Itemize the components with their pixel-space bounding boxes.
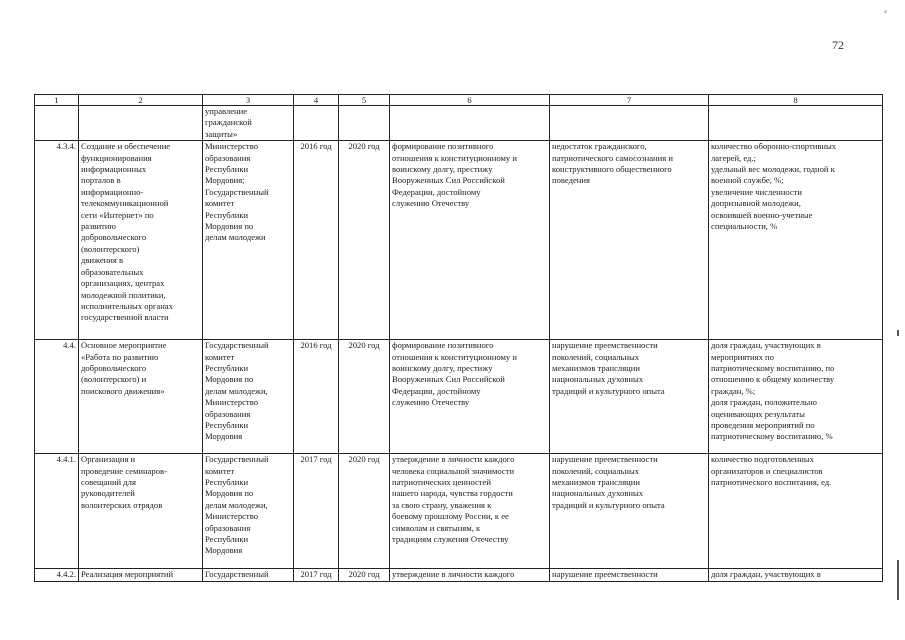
column-number-header: 2 [79,95,203,106]
column-number-header: 4 [294,95,339,106]
cell-text-line: Республики [205,209,249,220]
cell-text-line: нашего народа, чувства гордости [392,488,513,499]
cell-text-line: воинскому долгу, престижу [392,363,493,374]
cell-text-line: Реализация мероприятий [81,569,174,580]
cell-text-line: порталов в [81,175,121,186]
cell-text-line: Государственный [205,340,269,351]
row-number-cell: 4.4.2. [35,569,79,581]
cell-text-line: количество подготовленных [711,454,814,465]
cell-text-line: традиций и культурного опыта [552,499,665,510]
cell-text-line: добровольческого [81,232,147,243]
executor-cell [203,141,294,340]
cell-text-line: телекоммуникационной [81,198,169,209]
cell-text-line: Министерство [205,397,258,408]
cell-text-line: функционирования [81,152,152,163]
cell-text-line: допризывной молодежи, [711,198,801,209]
column-number-header: 5 [339,95,390,106]
cell-text-line: делам молодежи, [205,499,268,510]
column-number-header: 8 [709,95,883,106]
cell-text-line: количество оборонно-спортивных [711,141,837,152]
cell-text-line: лагерей, ед.; [711,152,756,163]
cell-text-line: организациях, центрах [81,278,165,289]
cell-text-line: «Работа по развитию [81,351,159,362]
cell-text-line: человека социальной значимости [392,465,515,476]
cell-text-line: образования [205,522,251,533]
table-row [35,454,883,569]
cell-text-line: отношению к общему количеству [711,374,835,385]
cell-text-line: служению Отечеству [392,198,470,209]
page-number: 72 [832,38,844,52]
cell-text-line: нарушение преемственности [552,569,658,580]
cell-text-line: Министерство [205,511,258,522]
non-implementation-consequence-cell [550,106,709,141]
cell-text-line: доля граждан, положительно [711,397,817,408]
cell-text-line: Мордовия [205,431,243,442]
cell-text-line: Республики [205,164,249,175]
cell-text-line: защиты» [205,128,238,139]
non-implementation-consequence-cell [550,569,709,581]
expected-result-cell [390,454,550,569]
cell-text-line: Федерации, достойному [392,385,481,396]
cell-text-line: движения в [81,255,124,266]
cell-text-line: информационных [81,164,147,175]
cell-text-line: формирование позитивного [392,340,494,351]
cell-text-line: Государственный [205,569,269,580]
cell-text-line: Вооруженных Сил Российской [392,175,505,186]
cell-text-line: традиций и культурного опыта [552,385,665,396]
cell-text-line: (волонтерского) и [81,374,147,385]
cell-text-line: организаторов и специалистов [711,465,823,476]
start-year-cell: 2017 год [294,569,339,581]
cell-text-line: национальных духовных [552,488,644,499]
event-name-cell [79,569,203,581]
end-year-cell: 2020 год [339,569,390,581]
cell-text-line: традициям служения Отечеству [392,534,509,545]
cell-text-line: образования [205,408,251,419]
table-row [35,569,883,581]
executor-cell [203,569,294,581]
cell-text-line: Мордовия по [205,221,254,232]
cell-text-line: сети «Интернет» по [81,209,154,220]
cell-text-line: Мордовия; [205,175,245,186]
executor-cell [203,454,294,569]
cell-text-line: управление [205,106,248,116]
cell-text-line: мероприятиях по [711,351,774,362]
cell-text-line: служению Отечеству [392,397,470,408]
cell-text-line: комитет [205,351,235,362]
cell-text-line: информационно- [81,186,144,197]
cell-text-line: механизмов трансляции [552,477,640,488]
cell-text-line: нарушение преемственности [552,454,658,465]
row-number-cell [35,106,79,141]
start-year-cell: 2016 год [294,340,339,454]
end-year-cell [339,106,390,141]
expected-result-cell [390,340,550,454]
cell-text-line: проведения мероприятий по [711,420,815,431]
cell-text-line: конструктивного общественного [552,164,672,175]
cell-text-line: патриотических ценностей [392,477,491,488]
row-number-cell: 4.4. [35,340,79,454]
indicator-cell [709,454,883,569]
cell-text-line: молодежной политики, [81,289,166,300]
cell-text-line: Государственный [205,454,269,465]
expected-result-cell [390,569,550,581]
event-name-cell [79,141,203,340]
row-number-cell: 4.4.1. [35,454,79,569]
cell-text-line: руководителей [81,488,135,499]
expected-result-cell [390,141,550,340]
column-number-header: 6 [390,95,550,106]
cell-text-line: образования [205,152,251,163]
cell-text-line: доля граждан, участвующих в [711,340,821,351]
cell-text-line: патриотическому воспитанию, по [711,363,835,374]
cell-text-line: военной службе, %; [711,175,784,186]
cell-text-line: Республики [205,420,249,431]
cell-text-line: недостаток гражданского, [552,141,647,152]
cell-text-line: боевому прошлому России, к ее [392,511,509,522]
table-row [35,340,883,454]
cell-text-line: исполнительных органах [81,300,173,311]
cell-text-line: Мордовия по [205,374,254,385]
cell-text-line: Мордовия [205,545,243,556]
column-number-header: 1 [35,95,79,106]
cell-text-line: Организация и [81,454,136,465]
program-events-table [34,94,883,582]
start-year-cell: 2016 год [294,141,339,340]
indicator-cell [709,569,883,581]
non-implementation-consequence-cell [550,340,709,454]
edge-scan-mark [897,560,899,600]
cell-text-line: Создание и обеспечение [81,141,171,152]
cell-text-line: формирование позитивного [392,141,494,152]
edge-scan-mark [897,330,899,336]
cell-text-line: патриотического самосознания и [552,152,673,163]
end-year-cell: 2020 год [339,340,390,454]
cell-text-line: утверждение в личности каждого [392,454,515,465]
cell-text-line: комитет [205,465,235,476]
cell-text-line: граждан, %; [711,385,756,396]
table-header-row [35,95,883,106]
cell-text-line: символам и святыням, к [392,522,481,533]
start-year-cell: 2017 год [294,454,339,569]
table-row [35,106,883,141]
row-number-cell: 4.3.4. [35,141,79,340]
table-row [35,141,883,340]
indicator-cell [709,340,883,454]
cell-text-line: доля граждан, участвующих в [711,569,821,580]
cell-text-line: государственной власти [81,312,169,323]
event-name-cell [79,340,203,454]
cell-text-line: Государственный [205,186,269,197]
cell-text-line: Республики [205,534,249,545]
indicator-cell [709,106,883,141]
margin-mark-icon: ⸗ [884,6,887,16]
cell-text-line: механизмов трансляции [552,363,640,374]
cell-text-line: добровольческого [81,363,147,374]
cell-text-line: поведения [552,175,590,186]
cell-text-line: совещаний для [81,477,136,488]
cell-text-line: Вооруженных Сил Российской [392,374,505,385]
cell-text-line: (волонтерского) [81,243,140,254]
cell-text-line: освоившей военно-учетные [711,209,813,220]
cell-text-line: развитию [81,221,116,232]
cell-text-line: комитет [205,198,235,209]
cell-text-line: оценивающих результаты [711,408,805,419]
cell-text-line: патриотическому воспитанию, % [711,431,833,442]
cell-text-line: образовательных [81,266,144,277]
cell-text-line: Основное мероприятие [81,340,167,351]
cell-text-line: за свою страну, уважения к [392,499,492,510]
cell-text-line: Мордовия по [205,488,254,499]
non-implementation-consequence-cell [550,141,709,340]
cell-text-line: делам молодежи [205,232,266,243]
executor-cell [203,340,294,454]
cell-text-line: Республики [205,477,249,488]
cell-text-line: патриотического воспитания, ед. [711,477,832,488]
end-year-cell: 2020 год [339,454,390,569]
cell-text-line: поискового движения» [81,385,165,396]
executor-cell [203,106,294,141]
indicator-cell [709,141,883,340]
cell-text-line: поколений, социальных [552,351,640,362]
column-number-header: 7 [550,95,709,106]
cell-text-line: утверждение в личности каждого [392,569,515,580]
start-year-cell [294,106,339,141]
cell-text-line: Министерство [205,141,258,152]
cell-text-line: проведение семинаров- [81,465,167,476]
cell-text-line: отношения к конституционному и [392,351,517,362]
cell-text-line: увеличение численности [711,186,803,197]
cell-text-line: Республики [205,363,249,374]
cell-text-line: специальности, % [711,221,778,232]
end-year-cell: 2020 год [339,141,390,340]
cell-text-line: волонтерских отрядов [81,499,163,510]
event-name-cell [79,106,203,141]
cell-text-line: удельный вес молодежи, годной к [711,164,835,175]
column-number-header: 3 [203,95,294,106]
cell-text-line: нарушение преемственности [552,340,658,351]
non-implementation-consequence-cell [550,454,709,569]
cell-text-line: делам молодежи, [205,385,268,396]
event-name-cell [79,454,203,569]
expected-result-cell [390,106,550,141]
cell-text-line: поколений, социальных [552,465,640,476]
cell-text-line: национальных духовных [552,374,644,385]
cell-text-line: Федерации, достойному [392,186,481,197]
cell-text-line: гражданской [205,117,252,128]
cell-text-line: воинскому долгу, престижу [392,164,493,175]
cell-text-line: отношения к конституционному и [392,152,517,163]
